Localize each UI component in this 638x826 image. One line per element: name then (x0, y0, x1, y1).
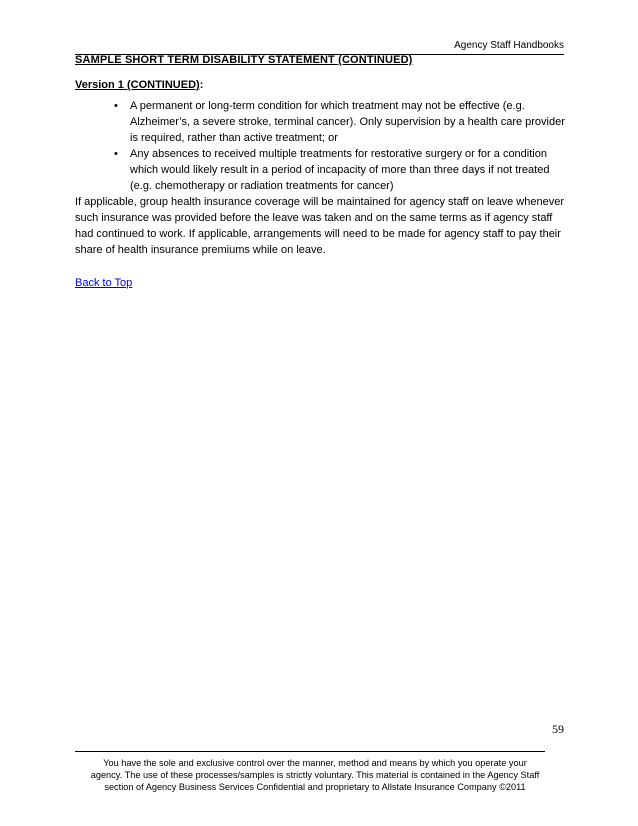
version-heading-text: Version 1 (CONTINUED) (75, 79, 200, 91)
document-title: SAMPLE SHORT TERM DISABILITY STATEMENT (CONTINUED) (75, 54, 413, 66)
footer-disclaimer (62, 757, 568, 793)
bullet-item (114, 98, 570, 146)
version-heading-colon: : (199, 79, 204, 91)
bullet-text: A permanent or long-term condition for which treatment may not be effective (e.g. Alzheimer’s, a severe stroke, terminal cancer). Only supervision by a health care provider is required, rather than active treatment; or (130, 100, 565, 144)
running-header-title: Agency Staff Handbooks (454, 40, 564, 51)
bullet-dot-icon: • (114, 148, 118, 160)
back-to-top-link[interactable]: Back to Top (75, 277, 133, 289)
page-number: 59 (552, 722, 564, 736)
body-paragraph: If applicable, group health insurance coverage will be maintained for agency staff on leave whenever such insurance was provided before the leave was taken and on the same terms as if agency staff had continued to work. If applicable, arrangements will need to be made for agency staff to pay their share of health insurance premiums while on leave. (75, 196, 564, 256)
bullet-text: Any absences to received multiple treatments for restorative surgery or for a condition which would likely result in a period of incapacity of more than three days if not treated (e.g. chemotherapy or radiation treatments for cancer) (130, 148, 550, 192)
bullet-list (114, 98, 570, 194)
footer-line: section of Agency Business Services Confidential and proprietary to Allstate Insurance Company ©2011 (104, 782, 526, 792)
bullet-item (114, 146, 570, 194)
bullet-dot-icon: • (114, 100, 118, 112)
footer-line: You have the sole and exclusive control over the manner, method and means by which you operate your (103, 758, 527, 768)
footer-divider (75, 751, 545, 752)
footer-line: agency. The use of these processes/samples is strictly voluntary. This material is contained in the Agency Staff (90, 770, 540, 780)
version-heading (75, 78, 203, 92)
